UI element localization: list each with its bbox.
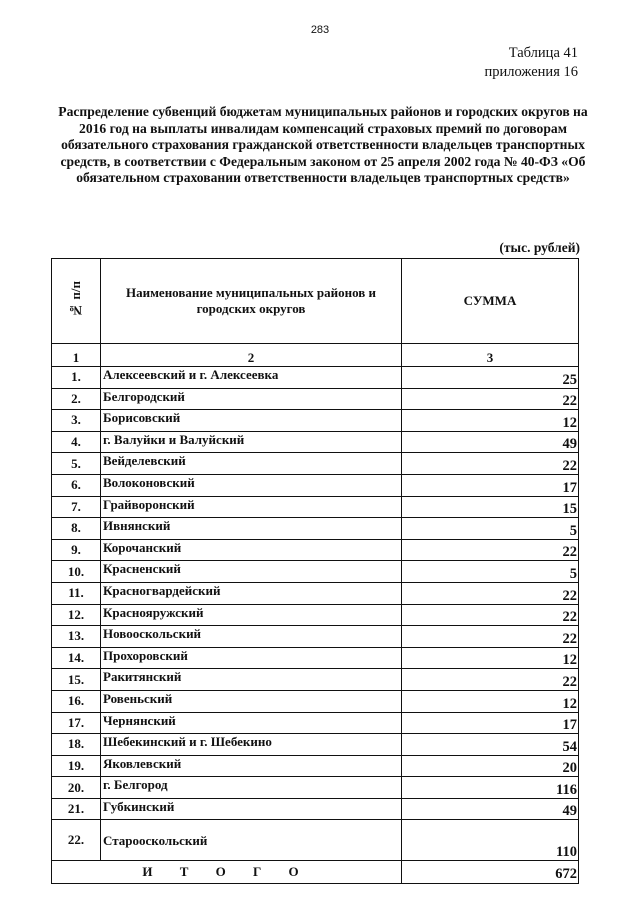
row-number: 1.: [52, 367, 101, 389]
row-number: 5.: [52, 453, 101, 475]
row-number: 12.: [52, 604, 101, 626]
row-name: Шебекинский и г. Шебекино: [101, 734, 402, 756]
units-label: (тыс. рублей): [499, 240, 580, 255]
row-name: Алексеевский и г. Алексеевка: [101, 367, 402, 389]
table-row: [52, 669, 579, 691]
row-number: 14.: [52, 647, 101, 669]
row-value: 22: [402, 453, 579, 475]
row-number: 7.: [52, 496, 101, 518]
header-name: Наименование муниципальных районов и городских округов: [101, 259, 402, 344]
table-row: [52, 734, 579, 756]
row-name: Яковлевский: [101, 755, 402, 777]
row-name: Красненский: [101, 561, 402, 583]
row-number: 4.: [52, 431, 101, 453]
table-row: [52, 474, 579, 496]
row-value: 17: [402, 712, 579, 734]
row-name: Ивнянский: [101, 518, 402, 540]
row-value: 22: [402, 604, 579, 626]
row-value: 116: [402, 777, 579, 799]
table-row: [52, 431, 579, 453]
table-row: [52, 388, 579, 410]
table-row: [52, 582, 579, 604]
row-number: 22.: [52, 820, 101, 861]
row-number: 11.: [52, 582, 101, 604]
row-number: 9.: [52, 539, 101, 561]
row-number: 13.: [52, 626, 101, 648]
row-name: Красногвардейский: [101, 582, 402, 604]
row-number: 15.: [52, 669, 101, 691]
table-row: [52, 820, 579, 861]
subsidy-table: [51, 258, 579, 884]
row-value: 12: [402, 690, 579, 712]
row-name: Губкинский: [101, 798, 402, 820]
row-value: 22: [402, 539, 579, 561]
table-reference: [485, 44, 578, 82]
row-number: 18.: [52, 734, 101, 756]
row-name: г. Валуйки и Валуйский: [101, 431, 402, 453]
row-name: Ровеньский: [101, 690, 402, 712]
row-number: 21.: [52, 798, 101, 820]
row-name: Краснояружский: [101, 604, 402, 626]
row-value: 49: [402, 798, 579, 820]
column-number: 2: [101, 344, 402, 367]
row-name: Грайворонский: [101, 496, 402, 518]
row-name: Белгородский: [101, 388, 402, 410]
row-name: г. Белгород: [101, 777, 402, 799]
table-row: [52, 518, 579, 540]
table-row: [52, 496, 579, 518]
header-sum: СУММА: [402, 259, 579, 344]
header-num-cell: [52, 259, 101, 344]
column-number-row: [52, 344, 579, 367]
row-name: Чернянский: [101, 712, 402, 734]
header-row: [52, 259, 579, 344]
row-value: 22: [402, 388, 579, 410]
row-number: 10.: [52, 561, 101, 583]
column-number: 3: [402, 344, 579, 367]
row-name: Волоконовский: [101, 474, 402, 496]
table-row: [52, 626, 579, 648]
table-row: [52, 690, 579, 712]
row-name: Вейделевский: [101, 453, 402, 475]
table-row: [52, 604, 579, 626]
table-row: [52, 777, 579, 799]
total-label: И Т О Г О: [52, 861, 402, 884]
table-row: [52, 453, 579, 475]
row-number: 6.: [52, 474, 101, 496]
table-row: [52, 712, 579, 734]
row-number: 2.: [52, 388, 101, 410]
row-value: 25: [402, 367, 579, 389]
table-row: [52, 647, 579, 669]
row-value: 5: [402, 518, 579, 540]
row-name: Ракитянский: [101, 669, 402, 691]
table-row: [52, 561, 579, 583]
row-number: 8.: [52, 518, 101, 540]
row-number: 17.: [52, 712, 101, 734]
row-name: Прохоровский: [101, 647, 402, 669]
row-value: 110: [402, 820, 579, 861]
row-name: Старооскольский: [101, 820, 402, 861]
row-number: 16.: [52, 690, 101, 712]
table-row: [52, 367, 579, 389]
page-number: 283: [310, 24, 330, 36]
row-value: 12: [402, 410, 579, 432]
row-value: 15: [402, 496, 579, 518]
row-value: 49: [402, 431, 579, 453]
table-row: [52, 539, 579, 561]
table-row: [52, 798, 579, 820]
total-row: [52, 861, 579, 884]
row-value: 54: [402, 734, 579, 756]
total-value: 672: [402, 861, 579, 884]
row-name: Новооскольский: [101, 626, 402, 648]
row-name: Борисовский: [101, 410, 402, 432]
table-reference-line2: приложения 16: [484, 64, 578, 80]
row-value: 20: [402, 755, 579, 777]
row-value: 12: [402, 647, 579, 669]
table-body: [52, 259, 579, 884]
table-row: [52, 755, 579, 777]
row-number: 20.: [52, 777, 101, 799]
row-value: 5: [402, 561, 579, 583]
row-number: 19.: [52, 755, 101, 777]
row-value: 22: [402, 626, 579, 648]
header-num: № п/п: [68, 280, 83, 318]
row-value: 22: [402, 669, 579, 691]
column-number: 1: [52, 344, 101, 367]
row-name: Корочанский: [101, 539, 402, 561]
row-number: 3.: [52, 410, 101, 432]
document-title: Распределение субвенций бюджетам муниципальных районов и городских округов на 2016 год на выплаты инвалидам компенсаций страховых премий по договорам обязательного страхования гражданской ответственности владельцев транспортных средств, в соответствии с Федеральным законом от 25 апреля 2002 года № 40-ФЗ «Об обязательном страховании ответственности владельцев транспортных средств»: [58, 104, 588, 185]
row-value: 22: [402, 582, 579, 604]
table-row: [52, 410, 579, 432]
row-value: 17: [402, 474, 579, 496]
table-reference-line1: Таблица 41: [508, 45, 578, 61]
